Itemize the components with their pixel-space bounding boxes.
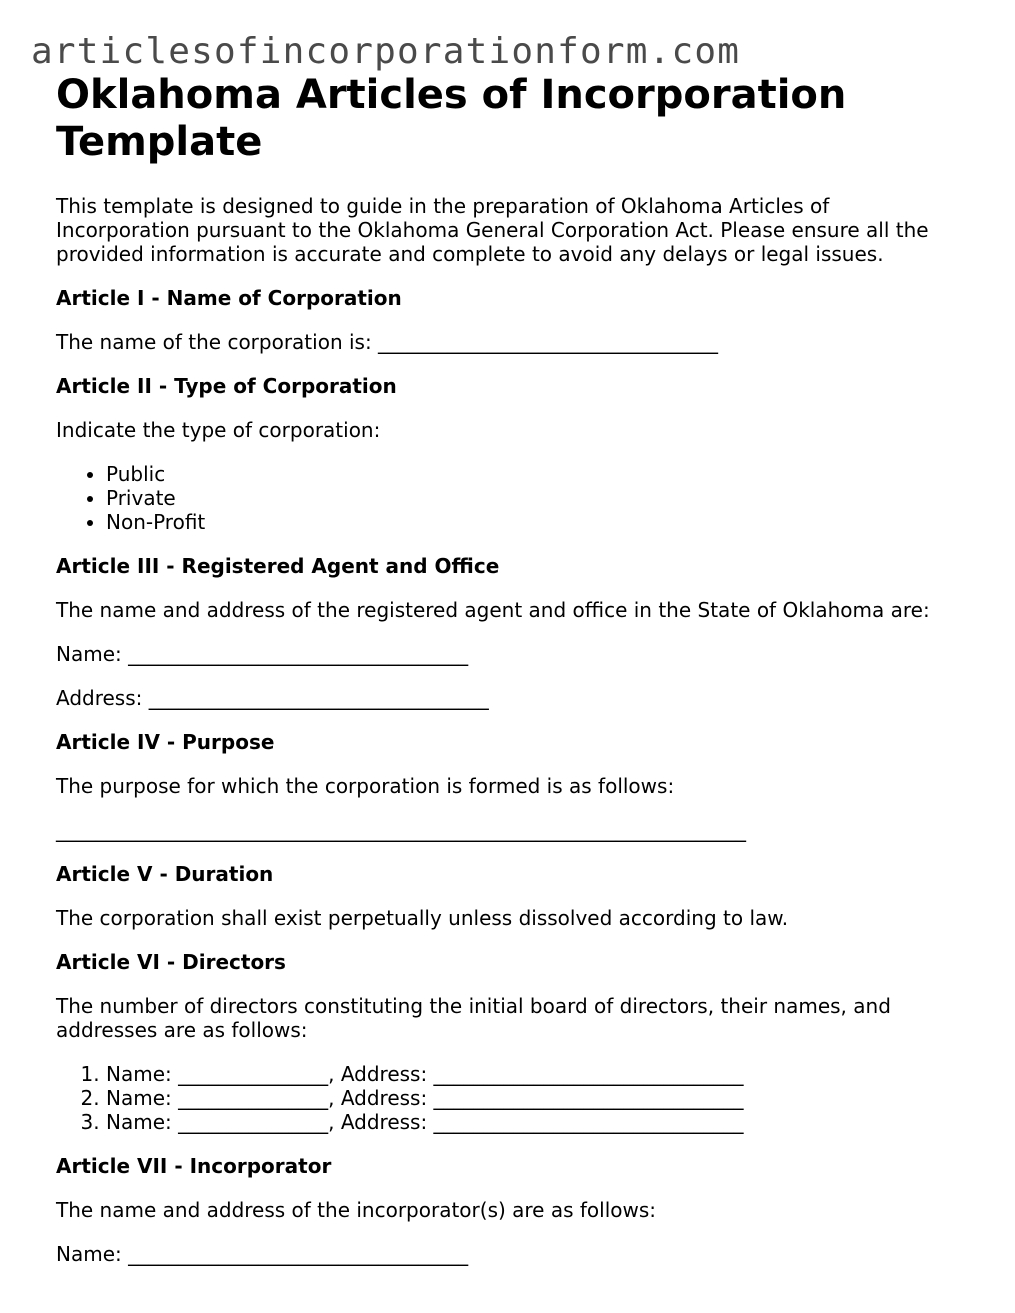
article-3-heading: Article III - Registered Agent and Office xyxy=(56,554,500,578)
article-2-heading: Article II - Type of Corporation xyxy=(56,374,397,398)
list-item: • Private xyxy=(106,486,956,510)
list-item: 1. Name: _______________, Address: _______________________________ xyxy=(106,1062,956,1086)
list-item: 3. Name: _______________, Address: _______________________________ xyxy=(106,1110,956,1134)
purpose-prompt: The purpose for which the corporation is formed is as follows: xyxy=(56,774,675,798)
intro-paragraph: This template is designed to guide in the preparation of Oklahoma Articles of Incorporation pursuant to the Oklahoma General Corporation Act. Please ensure all the provided information is accurate and complete to avoid any delays or legal issues. xyxy=(56,194,929,266)
list-item: • Non-Profit xyxy=(106,510,956,534)
corporation-type-prompt: Indicate the type of corporation: xyxy=(56,418,381,442)
directors-list xyxy=(56,1062,956,1134)
registered-agent-prompt: The name and address of the registered agent and office in the State of Oklahoma are: xyxy=(56,598,930,622)
site-watermark: articlesofincorporationform.com xyxy=(31,31,741,72)
duration-text: The corporation shall exist perpetually unless dissolved according to law. xyxy=(56,906,789,930)
article-1-heading: Article I - Name of Corporation xyxy=(56,286,402,310)
article-7-heading: Article VII - Incorporator xyxy=(56,1154,332,1178)
incorporator-name-line: Name: __________________________________ xyxy=(56,1242,469,1266)
list-item: 2. Name: _______________, Address: _______________________________ xyxy=(106,1086,956,1110)
corporation-type-list xyxy=(56,462,956,534)
directors-prompt: The number of directors constituting the initial board of directors, their names, and addresses are as follows: xyxy=(56,994,891,1042)
registered-agent-name-line: Name: __________________________________ xyxy=(56,642,469,666)
document xyxy=(56,72,956,1266)
list-item: • Public xyxy=(106,462,956,486)
page-title: Oklahoma Articles of Incorporation Template xyxy=(56,72,847,165)
corporation-name-line: The name of the corporation is: __________________________________ xyxy=(56,330,719,354)
registered-agent-address-line: Address: __________________________________ xyxy=(56,686,489,710)
purpose-blank-line: _____________________________________________________________________ xyxy=(56,818,746,842)
article-4-heading: Article IV - Purpose xyxy=(56,730,275,754)
article-5-heading: Article V - Duration xyxy=(56,862,274,886)
incorporator-prompt: The name and address of the incorporator(s) are as follows: xyxy=(56,1198,657,1222)
article-6-heading: Article VI - Directors xyxy=(56,950,286,974)
